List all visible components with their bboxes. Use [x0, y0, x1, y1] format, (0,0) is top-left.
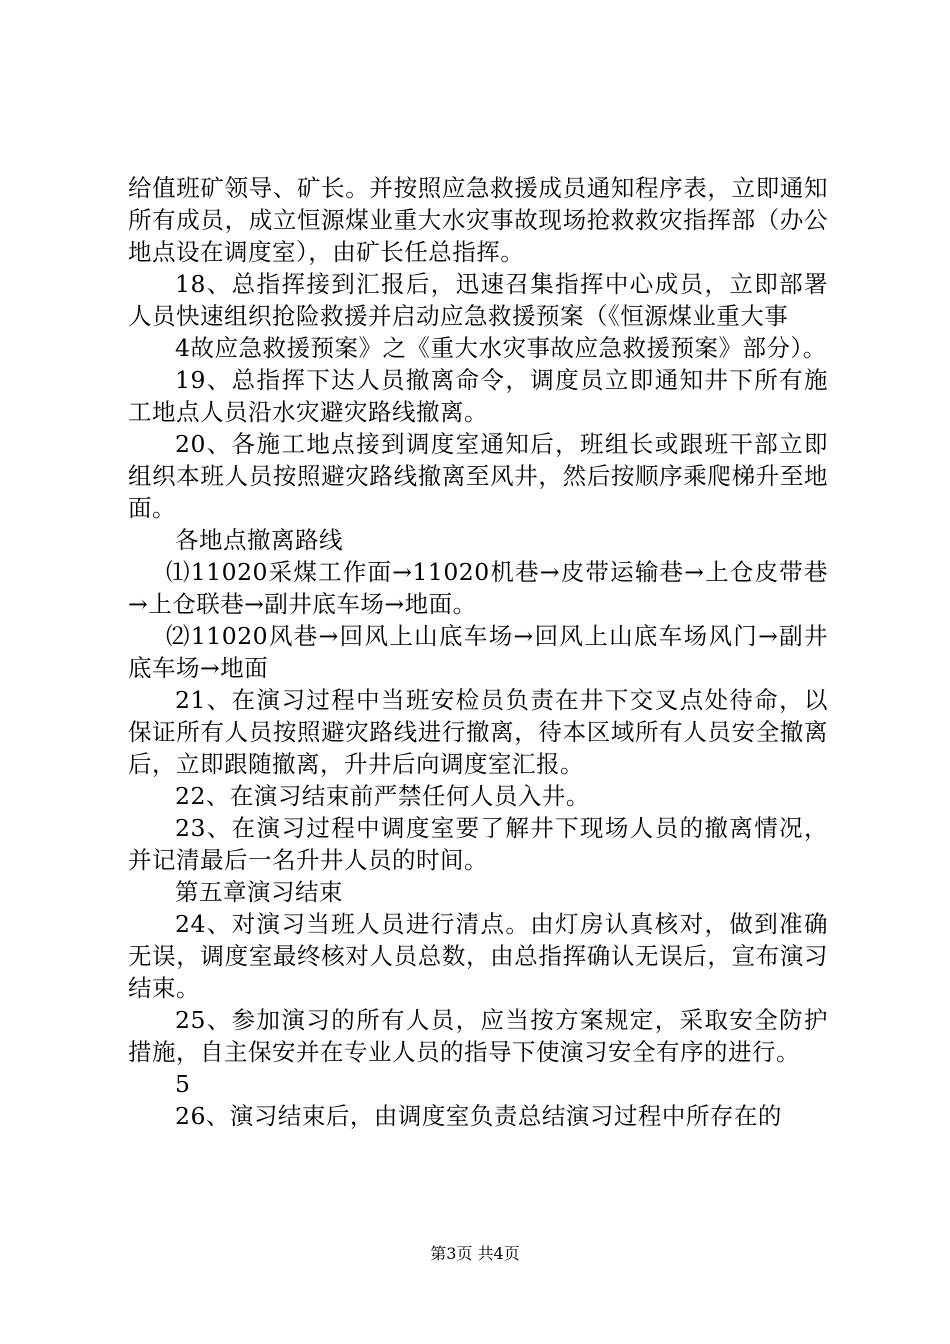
paragraph-item-26: 26、演习结束后，由调度室负责总结演习过程中所存在的 [175, 1102, 782, 1130]
paragraph-route-2: ⑵11020风巷→回风上山底车场→回风上山底车场风门→副井底车场→地面 [128, 622, 828, 682]
paragraph-item-18: 18、总指挥接到汇报后，迅速召集指挥中心成员，立即部署人员快速组织抢险救援并启动应急救援预案（《恒源煤业重大事 [128, 270, 828, 330]
paragraph-notify-leaders: 给值班矿领导、矿长。并按照应急救援成员通知程序表，立即通知所有成员，成立恒源煤业重大水灾事故现场抢救救灾指挥部（办公地点设在调度室），由矿长任总指挥。 [128, 174, 828, 266]
paragraph-item-24: 24、对演习当班人员进行清点。由灯房认真核对，做到准确无误，调度室最终核对人员总数，由总指挥确认无误后，宣布演习结束。 [128, 910, 828, 1002]
document-body [128, 172, 828, 1132]
paragraph-item-21: 21、在演习过程中当班安检员负责在井下交叉点处待命，以保证所有人员按照避灾路线进行撤离，待本区域所有人员安全撤离后，立即跟随撤离，升井后向调度室汇报。 [128, 686, 828, 778]
paragraph-item-19: 19、总指挥下达人员撤离命令，调度员立即通知井下所有施工地点人员沿水灾避灾路线撤离。 [128, 366, 828, 426]
page-footer: 第3页 共4页 [430, 1244, 520, 1263]
paragraph-item-20: 20、各施工地点接到调度室通知后，班组长或跟班干部立即组织本班人员按照避灾路线撤离至风井，然后按顺序乘爬梯升至地面。 [128, 430, 828, 522]
paragraph-item-25: 25、参加演习的所有人员，应当按方案规定，采取安全防护措施，自主保安并在专业人员的指导下使演习安全有序的进行。 [128, 1006, 828, 1066]
chapter-five-heading: 第五章演习结束 [175, 878, 343, 906]
paragraph-item-23: 23、在演习过程中调度室要了解井下现场人员的撤离情况，并记清最后一名升井人员的时间。 [128, 814, 828, 874]
inline-page-number: 5 [175, 1070, 191, 1098]
paragraph-plan-reference: 4故应急救援预案》之《重大水灾事故应急救援预案》部分）。 [175, 334, 827, 362]
paragraph-item-22: 22、在演习结束前严禁任何人员入井。 [175, 782, 590, 810]
paragraph-route-1: ⑴11020采煤工作面→11020机巷→皮带运输巷→上仓皮带巷→上仓联巷→副井底车场→地面。 [128, 558, 828, 618]
paragraph-evacuation-routes-heading: 各地点撤离路线 [175, 526, 343, 554]
